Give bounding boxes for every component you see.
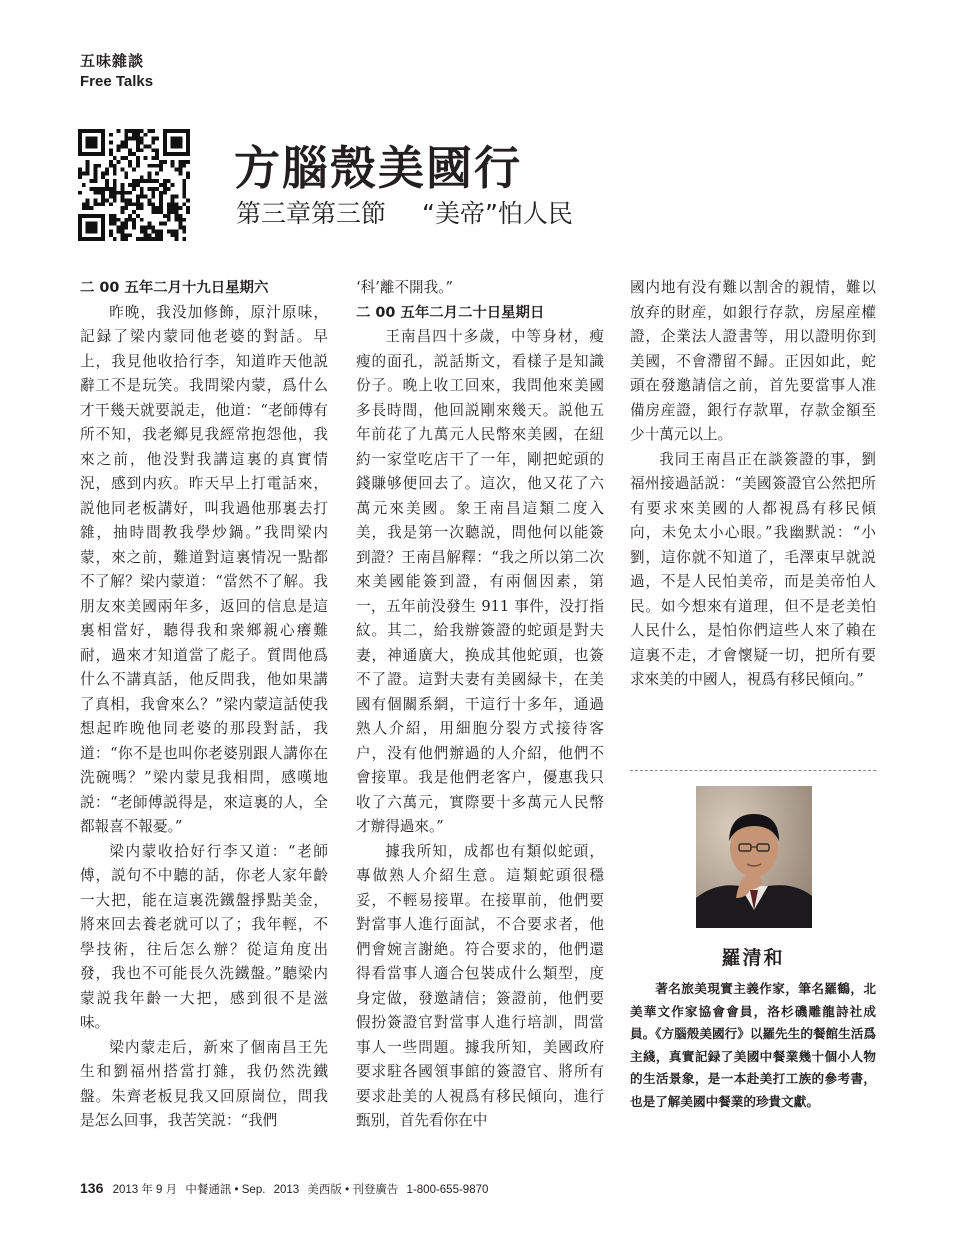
article-subtitle (236, 194, 573, 230)
qr-code (78, 129, 190, 241)
paragraph: 王南昌四十多歲，中等身材，瘦瘦的面孔，説話斯文，看樣子是知識份子。晚上收工回來，我問他來美國多長時間，他回説剛來幾天。説他五年前花了九萬元人民幣來美國，在紐約一家堂吃店干了一年，剛把蛇頭的錢賺够便回去了。這次，他又花了六萬元來美國。象王南昌這類二度入美，我是第一次聽説，問他何以能簽到證？王南昌解釋：“我之所以第二次來美國能簽到證，有兩個因素，第一，五年前没發生 911 事件，没打指紋。其二，給我辦簽證的蛇頭是對夫妻，神通廣大，换成其他蛇頭，也簽不了證。這對夫妻有美國緑卡，在美國有個關系網，干這行十多年，通過熟人介紹，用細胞分裂方式接待客户，没有他們辦過的人介紹，他們不會接單。我是他們老客户，優惠我只收了六萬元，實際要十多萬元人民幣才辦得過來。” (356, 328, 604, 835)
date-heading: 二 00 五年二月十九日星期六 (80, 280, 269, 296)
chapter-label: 第三章第三節 (236, 199, 387, 228)
author-photo (696, 786, 812, 928)
divider (630, 770, 876, 771)
paragraph: 據我所知，成都也有類似蛇頭，專做熟人介紹生意。這類蛇頭很穩妥，不輕易接單。在接單前，他們要對當事人進行面試，不合要求者，他們會婉言謝絶。符合要求的，他們還得看當事人適合包裝成什么類型，度身定做，發邀請信；簽證前，他們要假扮簽證官對當事人進行培訓，問當事人一些問題。據我所知，美國政府要求駐各國領事館的簽證官、將所有要求赴美的人視爲有移民傾向，進行甄别，首先看你在中 (356, 842, 604, 1129)
page-number: 136 (80, 1180, 104, 1196)
date-heading: 二 00 五年二月二十日星期日 (356, 304, 545, 321)
paragraph: ‘科’離不開我。” (356, 279, 454, 296)
author-bio: 著名旅美現實主義作家，筆名羅鶴，北美華文作家協會會員，洛杉磯雕龍詩社成員。《方腦殼美國行》以羅先生的餐館生活爲主綫，真實記録了美國中餐業幾十個小人物的生活景象，是一本赴美打工族的參考書，也是了解美國中餐業的珍貴文獻。 (630, 981, 876, 1109)
issue-year: 2013 (273, 1184, 300, 1196)
paragraph: 國内地有没有難以割舍的親情，難以放弃的財産，如銀行存款，房屋産權證，企業法人證書等，用以證明你到美國，不會滯留不歸。正因如此，蛇頭在發邀請信之前，首先要當事人准備房産證，銀行存款單，存款金額至少十萬元以上。 (630, 279, 876, 443)
paragraph: 梁内蒙收拾好行李又道：“老師傅，説句不中聽的話，你老人家年齡一大把，能在這裏洗鐵盤掙點美金，將來回去養老就可以了；我年輕，不學技術，往后怎么辦？從這角度出發，我也不可能長久洗鐵盤。”聽梁内蒙説我年齡一大把，感到很不是滋味。 (80, 842, 328, 1031)
subtitle-text: “美帝”怕人民 (422, 199, 573, 228)
edition-label: 美西版 • 刊登廣告 (307, 1184, 399, 1196)
text-column-1 (80, 276, 328, 1134)
text-column-3 (630, 276, 876, 693)
paragraph: 梁内蒙走后，新來了個南昌王先生和劉福州搭當打雜，我仍然洗鐵盤。朱齊老板見我又回原崗位，問我是怎么回事，我苦笑説：“我們 (80, 1038, 328, 1129)
text-column-2 (356, 276, 604, 1134)
section-label-zh: 五味雜談 (80, 52, 145, 70)
magazine-name: 中餐通訊 • Sep. (185, 1184, 266, 1196)
paragraph: 昨晚，我没加修飾，原汁原味，記録了梁内蒙同他老婆的對話。早上，我見他收拾行李，知道昨天他説辭工不是玩笑。我問梁内蒙，爲什么才干幾天就要説走，他道：“老師傅有所不知，我老鄉見我經常抱怨他，我來之前，他没對我講這裏的真實情況，感到内疚。昨天早上打電話來，説他同老板講好，叫我過他那裏去打雜，抽時間教我學炒鍋。”我問梁内蒙，來之前，難道對這裏情况一點都不了解？梁内蒙道：“當然不了解。我朋友來美國兩年多，返回的信息是這裏相當好，聽得我和衆鄉親心癢難耐，過來才知道當了彪子。質問他爲什么不講真話，他反問我，他如果講了真相，我會來么？”梁内蒙這話使我想起昨晚他同老婆的那段對話，我道：“你不是也叫你老婆别跟人講你在洗碗嗎？”梁内蒙見我相問，感嘆地説：“老師傅説得是，來這裏的人，全都報喜不報憂。” (80, 303, 328, 835)
article-title: 方腦殼美國行 (234, 141, 522, 195)
issue-date: 2013 年 9 月 (112, 1184, 178, 1196)
phone-number: 1-800-655-9870 (406, 1184, 489, 1196)
footer (80, 1180, 493, 1197)
paragraph: 我同王南昌正在談簽證的事，劉福州接過話説：“美國簽證官公然把所有要求來美國的人都視爲有移民傾向，未免太小心眼。”我幽默説：“小劉，這你就不知道了，毛澤東早就説過，不是人民怕美帝，而是美帝怕人民。如今想來有道理，但不是老美怕人民什么，是怕你們這些人來了賴在這裏不走，才會懷疑一切，把所有要求來美的中國人，視爲有移民傾向。” (630, 450, 876, 688)
author-name: 羅清和 (721, 947, 785, 969)
section-label-en: Free Talks (80, 73, 154, 90)
